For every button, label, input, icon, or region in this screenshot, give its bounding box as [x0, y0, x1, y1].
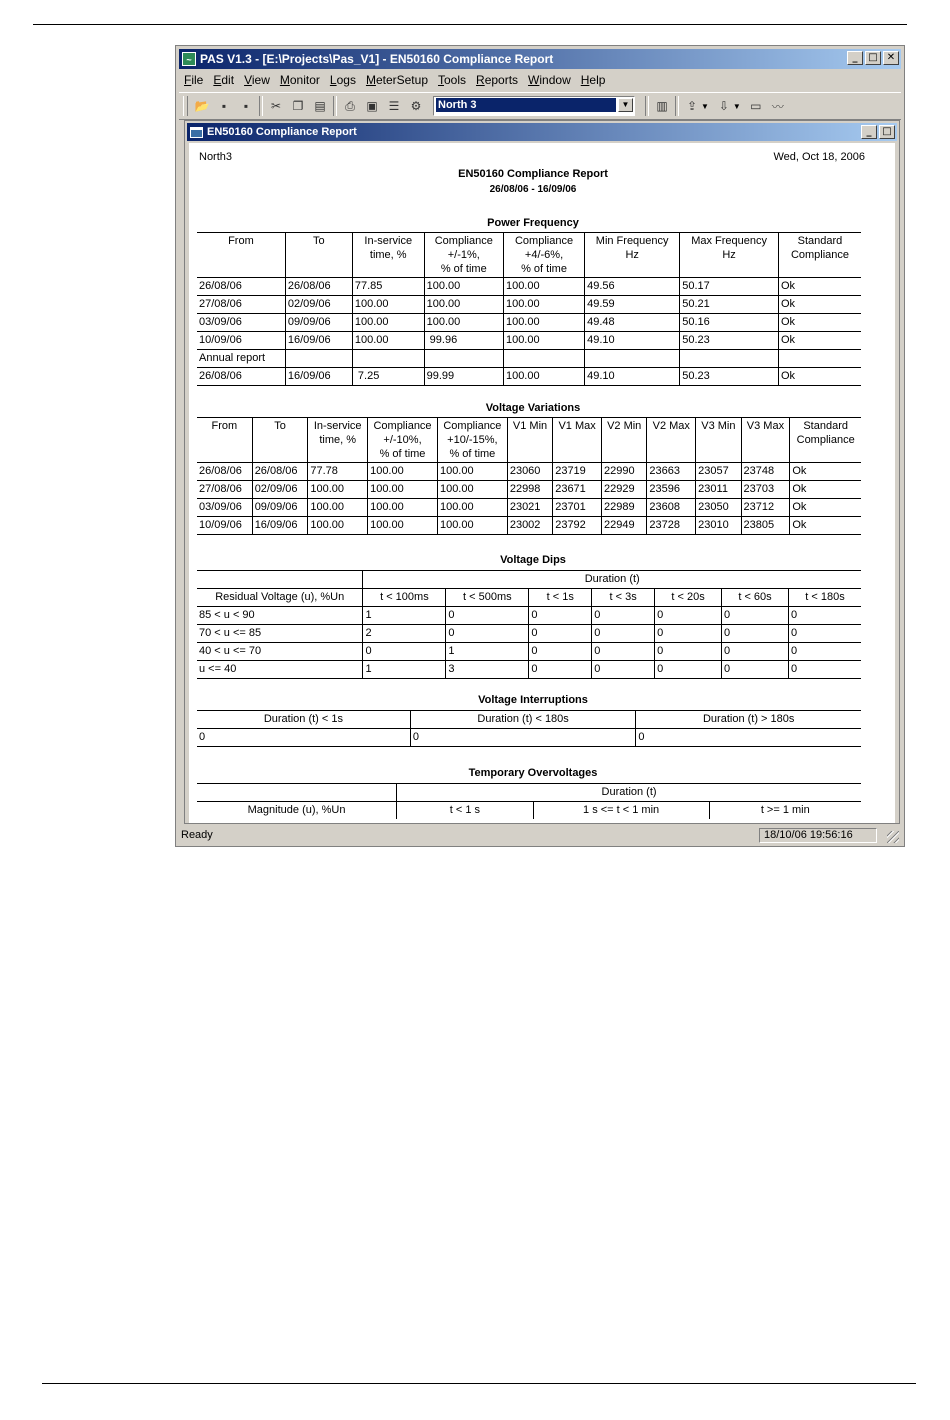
pf-column-header: To	[285, 233, 352, 278]
vd-cell: 0	[529, 607, 592, 625]
pf-cell: 49.10	[585, 332, 680, 350]
pf-annual-cell: 49.10	[585, 368, 680, 386]
vd-cell: 1	[363, 607, 446, 625]
vv-cell: Ok	[790, 517, 861, 535]
app-icon: ~	[182, 52, 196, 66]
vd-column-header: t < 500ms	[446, 589, 529, 607]
vv-cell: 22989	[602, 499, 647, 517]
to-column-header: 1 s <= t < 1 min	[533, 802, 709, 820]
vd-column-header: t < 180s	[789, 589, 862, 607]
vv-row	[197, 481, 861, 499]
temporary-overvoltages-table	[197, 783, 861, 819]
paste-icon[interactable]: ▤	[314, 99, 326, 113]
page-bottom-rule	[42, 1383, 916, 1384]
vv-cell: 23596	[647, 481, 696, 499]
vv-column-header: Standard Compliance	[790, 418, 861, 463]
vd-cell: 0	[789, 661, 862, 679]
pf-row	[197, 314, 861, 332]
menu-metersetup[interactable]: MeterSetup	[365, 73, 428, 87]
toolbar-separator	[645, 96, 649, 116]
window-title: PAS V1.3 - [E:\Projects\Pas_V1] - EN50160 Compliance Report	[200, 52, 554, 66]
vv-cell: 100.00	[308, 481, 368, 499]
pf-column-header: From	[197, 233, 285, 278]
pf-row	[197, 332, 861, 350]
vv-cell: 100.00	[308, 499, 368, 517]
vv-cell: 03/09/06	[197, 499, 252, 517]
vd-cell: 0	[789, 607, 862, 625]
pf-column-header: Max Frequency Hz	[680, 233, 779, 278]
vd-column-header: t < 3s	[592, 589, 655, 607]
vv-column-header: Compliance +/-10%, % of time	[368, 418, 438, 463]
vd-row	[197, 607, 861, 625]
vv-cell: 22998	[507, 481, 552, 499]
vd-cell: 0	[655, 661, 722, 679]
vv-cell: 23050	[696, 499, 741, 517]
pf-cell: 26/08/06	[197, 278, 285, 296]
vv-column-header: V3 Max	[741, 418, 790, 463]
vv-column-header: V2 Min	[602, 418, 647, 463]
pf-annual-label-row	[197, 350, 861, 368]
vv-cell: 100.00	[437, 499, 507, 517]
vv-column-header: V3 Min	[696, 418, 741, 463]
vd-cell: 0	[655, 625, 722, 643]
save-icon[interactable]: ▪	[221, 99, 227, 113]
menu-bar	[179, 70, 610, 90]
vd-cell: 0	[529, 661, 592, 679]
vd-row	[197, 661, 861, 679]
save-all-icon[interactable]: ▪	[243, 99, 249, 113]
download-dropdown-icon[interactable]: ▼	[732, 101, 741, 111]
pf-column-header: Compliance +/-1%, % of time	[424, 233, 503, 278]
menu-reports[interactable]: Reports	[476, 73, 519, 87]
pf-header-row	[197, 233, 861, 278]
vv-column-header: From	[197, 418, 252, 463]
vv-column-header: Compliance +10/-15%, % of time	[437, 418, 507, 463]
pf-row	[197, 278, 861, 296]
pf-annual-row	[197, 368, 861, 386]
pf-cell: 100.00	[352, 314, 424, 332]
status-text: Ready	[181, 829, 213, 841]
pf-cell: Ok	[778, 278, 861, 296]
vv-cell: 100.00	[437, 463, 507, 481]
voltage-variations-table	[197, 417, 861, 535]
toolbar-separator	[259, 96, 263, 116]
pf-cell: 50.21	[680, 296, 779, 314]
pf-cell: 100.00	[352, 296, 424, 314]
to-title: Temporary Overvoltages	[468, 767, 598, 779]
close-button[interactable]: ✕	[883, 51, 899, 65]
vi-cell: 0	[197, 729, 410, 747]
vv-cell: 100.00	[437, 517, 507, 535]
vd-cell: 40 < u <= 70	[197, 643, 363, 661]
vd-cell: 0	[529, 643, 592, 661]
pf-cell: 100.00	[503, 314, 584, 332]
pf-cell: 50.16	[680, 314, 779, 332]
child-minimize-button[interactable]: _	[861, 125, 877, 139]
properties-icon[interactable]: ☰	[388, 99, 400, 113]
vv-row	[197, 463, 861, 481]
vv-cell: 23663	[647, 463, 696, 481]
toolbar-separator	[675, 96, 679, 116]
toolbar-separator	[333, 96, 337, 116]
vd-cell: 0	[722, 625, 789, 643]
pf-cell: 02/09/06	[285, 296, 352, 314]
vi-row	[197, 729, 861, 747]
vd-cell: 1	[446, 643, 529, 661]
vv-cell: 22990	[602, 463, 647, 481]
pf-cell: 50.17	[680, 278, 779, 296]
vv-cell: 23719	[553, 463, 602, 481]
menu-view[interactable]: View	[244, 73, 270, 87]
vv-cell: 10/09/06	[197, 517, 252, 535]
print-icon[interactable]: ⎙	[345, 98, 355, 113]
menu-help[interactable]: Help	[580, 73, 606, 87]
pf-cell: 100.00	[424, 296, 503, 314]
vd-column-header: t < 100ms	[363, 589, 446, 607]
vv-column-header: V1 Min	[507, 418, 552, 463]
pf-cell	[285, 350, 352, 368]
vv-cell: 16/09/06	[252, 517, 308, 535]
connect-icon[interactable]: ⚙	[410, 99, 422, 113]
pf-cell	[585, 350, 680, 368]
pf-cell: 100.00	[424, 314, 503, 332]
chevron-down-icon[interactable]: ▼	[618, 98, 633, 112]
vd-cell: 3	[446, 661, 529, 679]
vd-cell: 0	[446, 625, 529, 643]
pf-annual-cell: 50.23	[680, 368, 779, 386]
vd-blank-header	[197, 571, 363, 589]
vv-row	[197, 517, 861, 535]
site-name: North3	[199, 151, 233, 163]
vd-cell: 0	[592, 625, 655, 643]
vv-cell: 23712	[741, 499, 790, 517]
vv-cell: 22929	[602, 481, 647, 499]
to-header-row	[197, 802, 861, 820]
pf-annual-cell: 100.00	[503, 368, 584, 386]
to-blank-header	[197, 784, 397, 802]
report-date: Wed, Oct 18, 2006	[773, 151, 865, 163]
vd-cell: 0	[722, 607, 789, 625]
vd-cell: 0	[722, 643, 789, 661]
pf-cell: 100.00	[352, 332, 424, 350]
vi-cell: 0	[410, 729, 636, 747]
power-frequency-table	[197, 232, 861, 386]
vv-column-header: V2 Max	[647, 418, 696, 463]
maximize-button[interactable]: □	[865, 51, 881, 65]
pf-cell	[680, 350, 779, 368]
pf-annual-cell: Ok	[778, 368, 861, 386]
child-maximize-button[interactable]: □	[879, 125, 895, 139]
pf-cell: 77.85	[352, 278, 424, 296]
data-view-icon[interactable]: ▥	[656, 99, 668, 113]
vd-cell: 0	[789, 625, 862, 643]
pf-column-header: Standard Compliance	[778, 233, 861, 278]
upload-icon[interactable]: ⇪	[686, 99, 698, 113]
menu-monitor[interactable]: Monitor	[279, 73, 320, 87]
toolbar	[179, 92, 901, 120]
vv-cell: 23703	[741, 481, 790, 499]
vv-column-header: To	[252, 418, 308, 463]
vd-duration-header: Duration (t)	[363, 571, 861, 589]
vd-duration-row	[197, 571, 861, 589]
vd-cell: 0	[655, 643, 722, 661]
monitor-icon[interactable]: ▭	[750, 99, 762, 113]
vi-column-header: Duration (t) > 180s	[636, 711, 861, 729]
child-window-title: EN50160 Compliance Report	[207, 126, 357, 138]
vv-cell: 23701	[553, 499, 602, 517]
print-preview-icon[interactable]: ▣	[366, 99, 378, 113]
to-column-header: t >= 1 min	[709, 802, 861, 820]
to-duration-header: Duration (t)	[397, 784, 861, 802]
pf-cell: 49.59	[585, 296, 680, 314]
to-column-header: t < 1 s	[397, 802, 534, 820]
pf-title: Power Frequency	[487, 217, 579, 229]
pf-cell: 99.96	[424, 332, 503, 350]
report-child-window	[184, 120, 900, 824]
document-icon	[190, 127, 203, 138]
vv-header-row	[197, 418, 861, 463]
vv-cell: 100.00	[368, 499, 438, 517]
vv-title: Voltage Variations	[485, 402, 581, 414]
vd-column-header: t < 1s	[529, 589, 592, 607]
vd-cell: u <= 40	[197, 661, 363, 679]
pf-cell: 100.00	[503, 296, 584, 314]
pf-row	[197, 296, 861, 314]
vd-cell: 0	[592, 607, 655, 625]
cut-icon[interactable]: ✂	[270, 99, 282, 113]
pf-column-header: Min Frequency Hz	[585, 233, 680, 278]
minimize-button[interactable]: _	[847, 51, 863, 65]
pf-column-header: Compliance +4/-6%, % of time	[503, 233, 584, 278]
vv-cell: 02/09/06	[252, 481, 308, 499]
pf-cell	[424, 350, 503, 368]
upload-dropdown-icon[interactable]: ▼	[701, 101, 709, 111]
vv-cell: 100.00	[368, 517, 438, 535]
download-icon[interactable]: ⇩	[718, 99, 729, 113]
vi-title: Voltage Interruptions	[478, 694, 588, 706]
vi-cell: 0	[636, 729, 861, 747]
vv-cell: Ok	[790, 463, 861, 481]
vv-cell: 23608	[647, 499, 696, 517]
menu-window[interactable]: Window	[528, 73, 571, 87]
vv-cell: 23728	[647, 517, 696, 535]
vd-cell: 0	[655, 607, 722, 625]
vv-cell: 23010	[696, 517, 741, 535]
pf-annual-cell: 99.99	[424, 368, 503, 386]
vd-cell: 0	[722, 661, 789, 679]
vv-cell: 09/09/06	[252, 499, 308, 517]
vd-cell: 2	[363, 625, 446, 643]
pf-cell: 50.23	[680, 332, 779, 350]
vv-cell: 23671	[553, 481, 602, 499]
menu-logs[interactable]: Logs	[329, 73, 356, 87]
pf-annual-cell: 7.25	[352, 368, 424, 386]
voltage-interruptions-table	[197, 710, 861, 747]
pf-cell: 09/09/06	[285, 314, 352, 332]
pf-cell: 100.00	[503, 278, 584, 296]
vv-cell: 26/08/06	[252, 463, 308, 481]
toolbar-grip[interactable]	[183, 96, 188, 116]
page-top-rule	[33, 24, 907, 25]
vd-cell: 0	[592, 643, 655, 661]
menu-tools[interactable]: Tools	[438, 73, 467, 87]
vv-cell: 100.00	[308, 517, 368, 535]
report-title: EN50160 Compliance Report	[458, 168, 608, 180]
site-select-value: North 3	[436, 98, 616, 112]
pf-cell: 10/09/06	[197, 332, 285, 350]
vv-cell: 23021	[507, 499, 552, 517]
pf-cell: 26/08/06	[285, 278, 352, 296]
to-duration-row	[197, 784, 861, 802]
vv-column-header: In-service time, %	[308, 418, 368, 463]
child-title-bar[interactable]	[187, 123, 897, 141]
vv-cell: 100.00	[368, 481, 438, 499]
pf-cell: 16/09/06	[285, 332, 352, 350]
vv-cell: 27/08/06	[197, 481, 252, 499]
menu-edit[interactable]: Edit	[213, 73, 235, 87]
vd-row	[197, 643, 861, 661]
vv-cell: 23011	[696, 481, 741, 499]
pf-cell: 49.56	[585, 278, 680, 296]
vd-cell: 0	[446, 607, 529, 625]
vv-cell: 100.00	[368, 463, 438, 481]
vd-cell: 0	[789, 643, 862, 661]
vv-cell: 23057	[696, 463, 741, 481]
vv-cell: 26/08/06	[197, 463, 252, 481]
pf-column-header: In-service time, %	[352, 233, 424, 278]
vd-cell: 0	[529, 625, 592, 643]
to-column-header: Magnitude (u), %Un	[197, 802, 397, 820]
pf-cell: 49.48	[585, 314, 680, 332]
vv-cell: 22949	[602, 517, 647, 535]
pf-cell	[503, 350, 584, 368]
vv-cell: 23792	[553, 517, 602, 535]
vv-cell: Ok	[790, 499, 861, 517]
menu-file[interactable]: File	[184, 73, 204, 87]
copy-icon[interactable]: ❐	[292, 99, 304, 113]
vi-column-header: Duration (t) < 1s	[197, 711, 410, 729]
site-select[interactable]	[433, 96, 635, 116]
vv-cell: 77.78	[308, 463, 368, 481]
pf-cell: 100.00	[424, 278, 503, 296]
vd-cell: 0	[592, 661, 655, 679]
title-bar[interactable]	[179, 49, 901, 69]
vd-column-header: Residual Voltage (u), %Un	[197, 589, 363, 607]
pf-cell: Ok	[778, 332, 861, 350]
pf-annual-cell: 16/09/06	[285, 368, 352, 386]
status-bar	[179, 827, 901, 845]
vd-title: Voltage Dips	[500, 554, 566, 566]
report-period: 26/08/06 - 16/09/06	[489, 184, 577, 195]
pf-annual-label: Annual report	[197, 350, 285, 368]
vd-header-row	[197, 589, 861, 607]
vd-cell: 70 < u <= 85	[197, 625, 363, 643]
vv-cell: 23748	[741, 463, 790, 481]
vd-cell: 85 < u < 90	[197, 607, 363, 625]
vv-cell: 23002	[507, 517, 552, 535]
pf-annual-cell: 26/08/06	[197, 368, 285, 386]
vd-column-header: t < 20s	[655, 589, 722, 607]
vv-column-header: V1 Max	[553, 418, 602, 463]
pf-cell: 03/09/06	[197, 314, 285, 332]
status-timestamp: 18/10/06 19:56:16	[759, 828, 877, 843]
vv-cell: 23805	[741, 517, 790, 535]
pf-cell: Ok	[778, 314, 861, 332]
vv-row	[197, 499, 861, 517]
vi-header-row	[197, 711, 861, 729]
pf-cell: 27/08/06	[197, 296, 285, 314]
report-content	[189, 143, 895, 823]
pf-cell: 100.00	[503, 332, 584, 350]
vi-column-header: Duration (t) < 180s	[410, 711, 636, 729]
trend-icon[interactable]: 〰	[771, 99, 784, 114]
vv-cell: 100.00	[437, 481, 507, 499]
voltage-dips-table	[197, 570, 861, 679]
pf-cell	[352, 350, 424, 368]
vd-column-header: t < 60s	[722, 589, 789, 607]
pf-cell: Ok	[778, 296, 861, 314]
vd-cell: 0	[363, 643, 446, 661]
vv-cell: Ok	[790, 481, 861, 499]
app-window	[175, 45, 905, 847]
open-folder-icon[interactable]: 📂	[194, 99, 210, 113]
vd-row	[197, 625, 861, 643]
vd-cell: 1	[363, 661, 446, 679]
pf-cell	[778, 350, 861, 368]
resize-grip-icon[interactable]	[887, 831, 899, 843]
vv-cell: 23060	[507, 463, 552, 481]
